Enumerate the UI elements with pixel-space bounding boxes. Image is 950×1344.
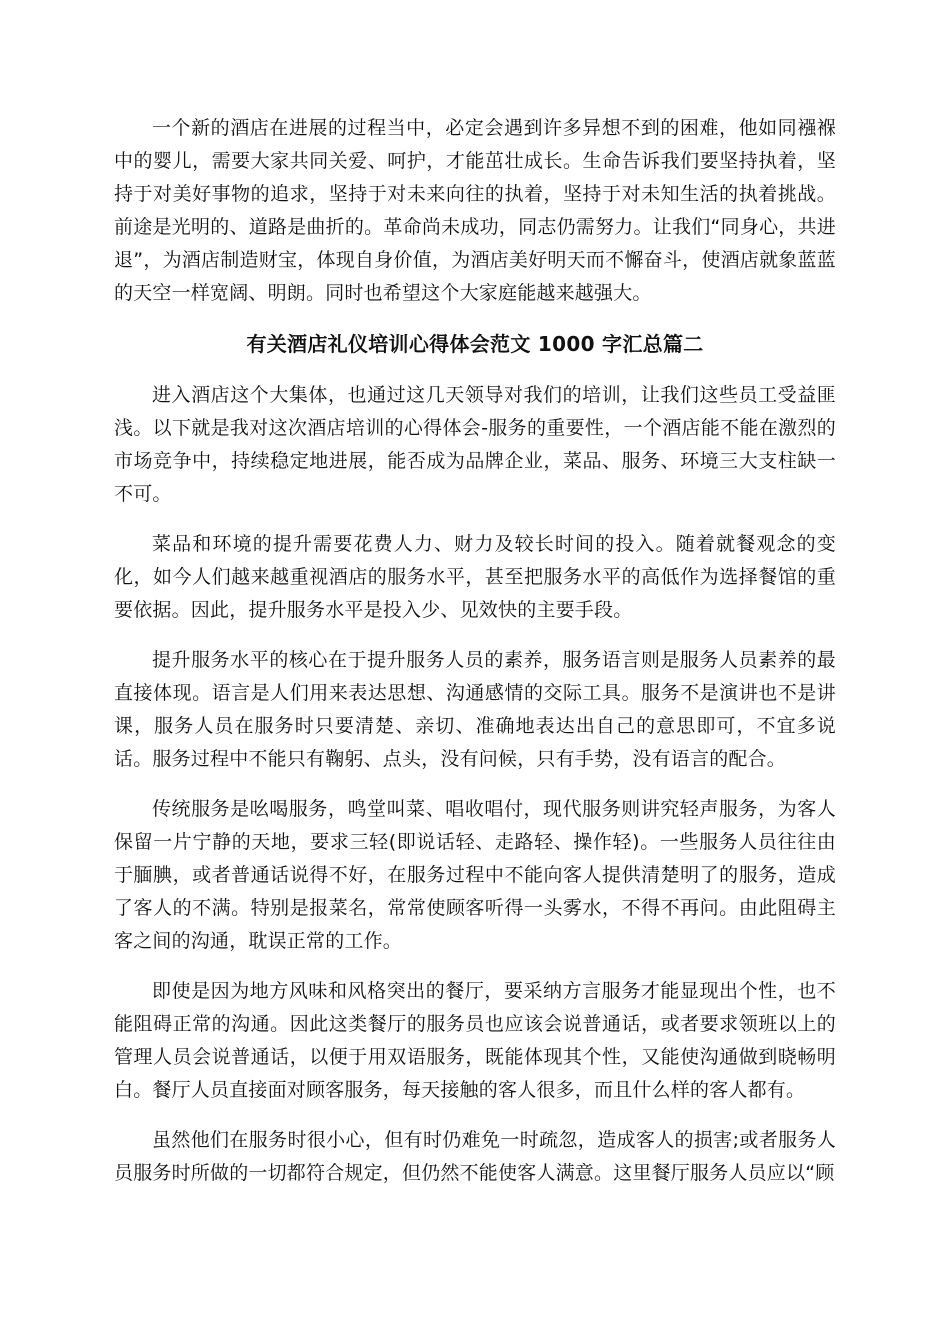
paragraph: 传统服务是吆喝服务，鸣堂叫菜、唱收唱付，现代服务则讲究轻声服务，为客人保留一片宁静的天地，要求三轻(即说话轻、走路轻、操作轻)。一些服务人员往往由于腼腆，或者普通话说得不好，在服务过程中不能向客人提供清楚明了的服务，造成了客人的不满。特别是报菜名，常常使顾客听得一头雾水，不得不再问。由此阻碍主客之间的沟通，耽误正常的工作。 — [114, 798, 836, 952]
paragraph: 进入酒店这个大集体，也通过这几天领导对我们的培训，让我们这些员工受益匪浅。以下就是我对这次酒店培训的心得体会-服务的重要性，一个酒店能不能在激烈的市场竞争中，持续稳定地进展，能否成为品牌企业，菜品、服务、环境三大支柱缺一不可。 — [114, 384, 836, 505]
paragraph: 菜品和环境的提升需要花费人力、财力及较长时间的投入。随着就餐观念的变化，如今人们越来越重视酒店的服务水平，甚至把服务水平的高低作为选择餐馆的重要依据。因此，提升服务水平是投入少、见效快的主要手段。 — [114, 533, 836, 621]
paragraph: 虽然他们在服务时很小心，但有时仍难免一时疏忽，造成客人的损害;或者服务人员服务时所做的一切都符合规定，但仍然不能使客人满意。这里餐厅服务人员应以“顾 — [114, 1129, 836, 1184]
paragraph: 即使是因为地方风味和风格突出的餐厅，要采纳方言服务才能显现出个性，也不能阻碍正常的沟通。因此这类餐厅的服务员也应该会说普通话，或者要求领班以上的管理人员会说普通话，以便于用双语服务，既能体现其个性，又能使沟通做到晓畅明白。餐厅人员直接面对顾客服务，每天接触的客人很多，而且什么样的客人都有。 — [114, 980, 836, 1101]
paragraph: 提升服务水平的核心在于提升服务人员的素养，服务语言则是服务人员素养的最直接体现。语言是人们用来表达思想、沟通感情的交际工具。服务不是演讲也不是讲课，服务人员在服务时只要清楚、亲切、准确地表达出自己的意思即可，不宜多说话。服务过程中不能只有鞠躬、点头，没有问候，只有手势，没有语言的配合。 — [114, 649, 836, 770]
paragraph: 一个新的酒店在进展的过程当中，必定会遇到许多异想不到的困难，他如同襁褓中的婴儿，需要大家共同关爱、呵护，才能茁壮成长。生命告诉我们要坚持执着，坚持于对美好事物的追求，坚持于对未来向往的执着，坚持于对未知生活的执着挑战。前途是光明的、道路是曲折的。革命尚未成功，同志仍需努力。让我们“同身心，共进退”，为酒店制造财宝，体现自身价值，为酒店美好明天而不懈奋斗，使酒店就象蓝蓝的天空一样宽阔、明朗。同时也希望这个大家庭能越来越强大。 — [114, 117, 836, 304]
section-heading: 有关酒店礼仪培训心得体会范文 1000 字汇总篇二 — [246, 332, 704, 356]
document-page — [114, 112, 836, 1207]
